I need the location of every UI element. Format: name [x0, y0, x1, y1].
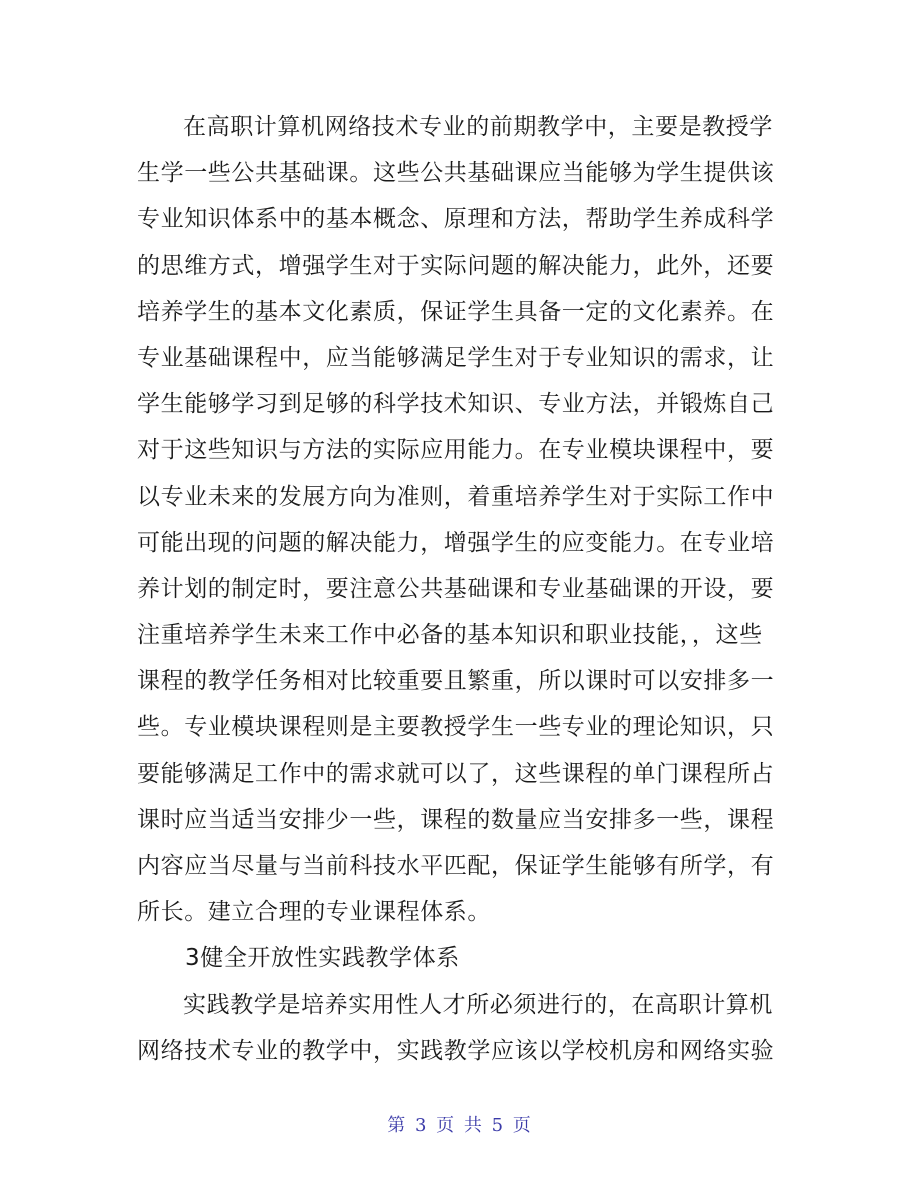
paragraph-line: 内容应当尽量与当前科技水平匹配，保证学生能够有所学，有	[137, 853, 775, 879]
paragraph-line: 养计划的制定时，要注意公共基础课和专业基础课的开设，要	[137, 575, 775, 602]
paragraph-line: 培养学生的基本文化素质，保证学生具备一定的文化素养。在	[137, 298, 775, 325]
body-text	[137, 104, 787, 1074]
paragraph-line: 课时应当适当安排少一些，课程的数量应当安排多一些，课程	[137, 806, 775, 833]
paragraph-line: 专业基础课程中，应当能够满足学生对于专业知识的需求，让	[137, 344, 775, 371]
section-heading: 3健全开放性实践教学体系	[185, 945, 460, 972]
paragraph-line: 要能够满足工作中的需求就可以了，这些课程的单门课程所占	[137, 760, 775, 787]
paragraph-line: 课程的教学任务相对比较重要且繁重，所以课时可以安排多一	[137, 668, 775, 695]
paragraph-line: 网络技术专业的教学中，实践教学应该以学校机房和网络实验	[137, 1037, 775, 1064]
paragraph-line: 对于这些知识与方法的实际应用能力。在专业模块课程中，要	[137, 437, 775, 464]
paragraph-line: 在高职计算机网络技术专业的前期教学中，主要是教授学	[183, 114, 773, 140]
paragraph-line: 的思维方式，增强学生对于实际问题的解决能力，此外，还要	[137, 252, 775, 279]
paragraph-line: 注重培养学生未来工作中必备的基本知识和职业技能，，这些	[137, 622, 763, 649]
paragraph-line: 学生能够学习到足够的科学技术知识、专业方法，并锻炼自己	[137, 391, 775, 418]
paragraph-line: 些。专业模块课程则是主要教授学生一些专业的理论知识，只	[137, 714, 775, 741]
paragraph-line: 所长。建立合理的专业课程体系。	[137, 899, 491, 926]
paragraph-line: 以专业未来的发展方向为准则，着重培养学生对于实际工作中	[137, 483, 775, 510]
paragraph-line: 可能出现的问题的解决能力，增强学生的应变能力。在专业培	[137, 529, 775, 556]
paragraph-line: 专业知识体系中的基本概念、原理和方法，帮助学生养成科学	[137, 206, 775, 233]
paragraph-line: 实践教学是培养实用性人才所必须进行的，在高职计算机	[183, 991, 773, 1018]
paragraph-line: 生学一些公共基础课。这些公共基础课应当能够为学生提供该	[137, 160, 775, 187]
page-number-footer: 第 3 页 共 5 页	[387, 1115, 533, 1136]
